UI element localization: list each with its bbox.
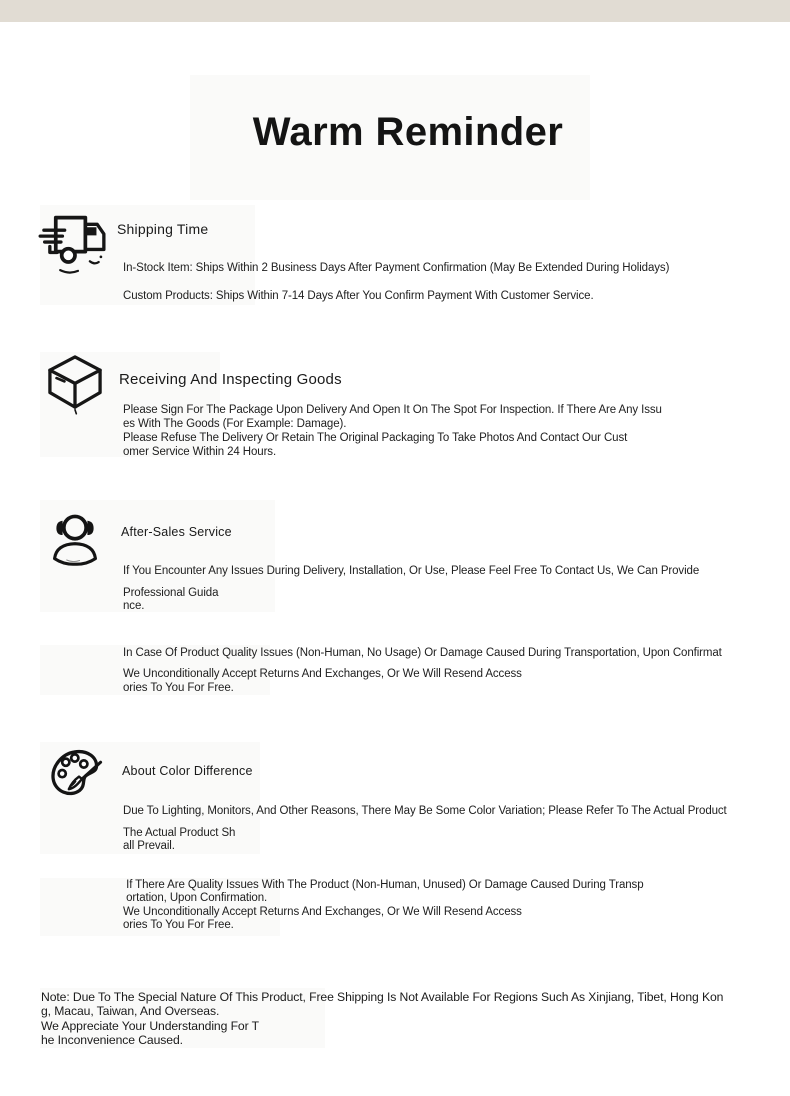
- section-heading-receiving-goods: Receiving And Inspecting Goods: [119, 371, 342, 388]
- aftersales-paragraph-1: [123, 564, 699, 578]
- text-line: Please Sign For The Package Upon Delivery And Open It On The Spot For Inspection. If There Are Any Issu: [123, 404, 662, 416]
- color-paragraph-3: [123, 879, 644, 933]
- text-line: Professional Guida: [123, 587, 219, 599]
- bottom-note: [41, 990, 723, 1048]
- aftersales-paragraph-3: [123, 646, 722, 660]
- aftersales-paragraph-4: [123, 667, 522, 695]
- text-line: Please Refuse The Delivery Or Retain The Original Packaging To Take Photos And Contact Our Cust: [123, 432, 628, 444]
- text-line: ortation, Upon Confirmation.: [123, 892, 268, 905]
- shipping-paragraph-2: [123, 289, 594, 303]
- text-line: g, Macau, Taiwan, And Overseas.: [41, 1004, 220, 1019]
- section-heading-after-sales: After-Sales Service: [121, 525, 232, 539]
- text-line: In Case Of Product Quality Issues (Non-Human, No Usage) Or Damage Caused During Transportation, Upon Confirmat: [123, 647, 722, 659]
- text-line: Custom Products: Ships Within 7-14 Days After You Confirm Payment With Customer Service.: [123, 290, 594, 302]
- text-line: es With The Goods (For Example: Damage).: [123, 418, 347, 430]
- text-line: he Inconvenience Caused.: [41, 1033, 183, 1048]
- aftersales-paragraph-2: [123, 587, 218, 612]
- text-line: If You Encounter Any Issues During Delivery, Installation, Or Use, Please Feel Free To Contact Us, We Can Provide: [123, 565, 700, 577]
- text-line: Due To Lighting, Monitors, And Other Reasons, There May Be Some Color Variation; Please Refer To The Actual Product: [123, 805, 727, 817]
- palette-icon: [46, 743, 106, 809]
- text-line: Note: Due To The Special Nature Of This Product, Free Shipping Is Not Available For Regions Such As Xinjiang, Tibet, Hong Kon: [41, 990, 724, 1004]
- text-line: We Unconditionally Accept Returns And Exchanges, Or We Will Resend Access: [123, 668, 522, 680]
- text-line: We Unconditionally Accept Returns And Exchanges, Or We Will Resend Access: [123, 905, 522, 918]
- text-line: omer Service Within 24 Hours.: [123, 446, 277, 458]
- text-line: ories To You For Free.: [123, 919, 234, 932]
- color-paragraph-2: [123, 827, 235, 852]
- text-line: nce.: [123, 599, 145, 612]
- delivery-truck-icon: [38, 208, 112, 282]
- page-title: Warm Reminder: [252, 110, 564, 154]
- section-heading-color-difference: About Color Difference: [122, 764, 253, 778]
- headset-support-icon: [44, 503, 106, 577]
- text-line: The Actual Product Sh: [123, 827, 236, 839]
- receiving-paragraph: [123, 403, 662, 459]
- text-line: all Prevail.: [123, 839, 175, 852]
- shipping-paragraph-1: [123, 261, 669, 275]
- color-paragraph-1: [123, 804, 727, 818]
- text-line: ories To You For Free.: [123, 682, 234, 694]
- section-heading-shipping-time: Shipping Time: [117, 221, 209, 237]
- text-line: In-Stock Item: Ships Within 2 Business Days After Payment Confirmation (May Be Extended During Holidays): [123, 262, 670, 274]
- package-box-icon: [42, 350, 108, 422]
- top-beige-bar: [0, 0, 790, 22]
- text-line: If There Are Quality Issues With The Product (Non-Human, Unused) Or Damage Caused During Transp: [123, 879, 644, 891]
- text-line: We Appreciate Your Understanding For T: [41, 1018, 259, 1033]
